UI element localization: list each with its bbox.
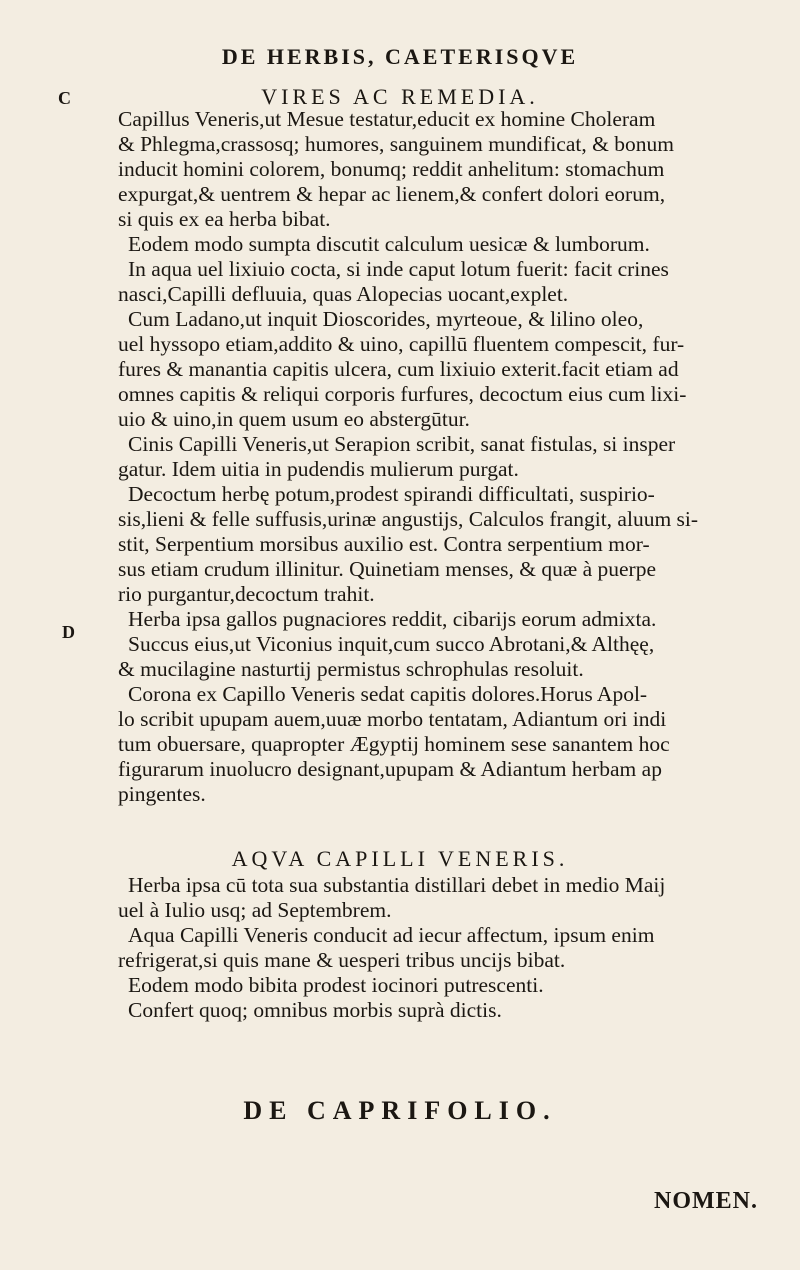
section-heading-caprifolio: DE CAPRIFOLIO. [243, 1096, 557, 1125]
text-line: & mucilagine nasturtij permistus schrophulas resoluit. [118, 657, 584, 681]
text-line: Confert quoq; omnibus morbis suprà dictis. [128, 998, 502, 1022]
text-line: uio & uino,in quem usum eo abstergūtur. [118, 407, 470, 431]
text-line: Herba ipsa cū tota sua substantia distillari debet in medio Maij [128, 873, 666, 897]
text-line: pingentes. [118, 782, 206, 806]
text-line: Aqua Capilli Veneris conducit ad iecur affectum, ipsum enim [128, 923, 655, 947]
text-line: Cum Ladano,ut inquit Dioscorides, myrteoue, & lilino oleo, [128, 307, 644, 331]
text-line: Cinis Capilli Veneris,ut Serapion scribit, sanat fistulas, si insper [128, 432, 676, 456]
text-line: Eodem modo bibita prodest iocinori putrescenti. [128, 973, 544, 997]
text-line: Corona ex Capillo Veneris sedat capitis dolores.Horus Apol- [128, 682, 648, 706]
text-line: inducit homini colorem, bonumq; reddit anhelitum: stomachum [118, 157, 665, 181]
text-line: In aqua uel lixiuio cocta, si inde caput lotum fuerit: facit crines [128, 257, 669, 281]
text-line: Capillus Veneris,ut Mesue testatur,educit ex homine Choleram [118, 107, 656, 131]
text-line: lo scribit upupam auem,uuæ morbo tentatam, Adiantum ori indi [118, 707, 667, 731]
text-line: fures & manantia capitis ulcera, cum lixiuio exterit.facit etiam ad [118, 357, 679, 381]
text-line: si quis ex ea herba bibat. [118, 207, 331, 231]
text-line: refrigerat,si quis mane & uesperi tribus uncijs bibat. [118, 948, 566, 972]
text-line: uel hyssopo etiam,addito & uino, capillū fluentem compescit, fur- [118, 332, 685, 356]
text-line: figurarum inuolucro designant,upupam & Adiantum herbam ap [118, 757, 662, 781]
text-line: expurgat,& uentrem & hepar ac lienem,& confert dolori eorum, [118, 182, 666, 206]
text-line: Eodem modo sumpta discutit calculum uesicæ & lumborum. [128, 232, 650, 256]
text-line: Succus eius,ut Viconius inquit,cum succo Abrotani,& Althęę, [128, 632, 655, 656]
text-line: stit, Serpentium morsibus auxilio est. Contra serpentium mor- [118, 532, 650, 556]
text-line: Decoctum herbę potum,prodest spirandi difficultati, suspirio- [128, 482, 655, 506]
text-line: gatur. Idem uitia in pudendis mulierum purgat. [118, 457, 519, 481]
text-line: nasci,Capilli defluuia, quas Alopecias uocant,explet. [118, 282, 569, 306]
text-line: omnes capitis & reliqui corporis furfures, decoctum eius cum lixi- [118, 382, 687, 406]
signature-mark-middle: D [62, 622, 75, 642]
text-line: tum obuersare, quapropter Ægyptij hominem sese sanantem hoc [118, 732, 670, 756]
section-heading-aqua: AQVA CAPILLI VENERIS. [231, 846, 569, 871]
text-line: & Phlegma,crassosq; humores, sanguinem mundificat, & bonum [118, 132, 674, 156]
running-head: DE HERBIS, CAETERISQVE [221, 44, 579, 69]
section-heading-vires: VIRES AC REMEDIA. [261, 84, 539, 109]
signature-mark-top: C [58, 88, 71, 108]
text-line: uel à Iulio usq; ad Septembrem. [118, 898, 392, 922]
text-line: rio purgantur,decoctum trahit. [118, 582, 375, 606]
catchword: NOMEN. [654, 1188, 758, 1214]
text-line: Herba ipsa gallos pugnaciores reddit, cibarijs eorum admixta. [128, 607, 657, 631]
text-line: sis,lieni & felle suffusis,urinæ angustijs, Calculos frangit, aluum si- [118, 507, 699, 531]
text-line: sus etiam crudum illinitur. Quinetiam menses, & quæ à puerpe [118, 557, 657, 581]
